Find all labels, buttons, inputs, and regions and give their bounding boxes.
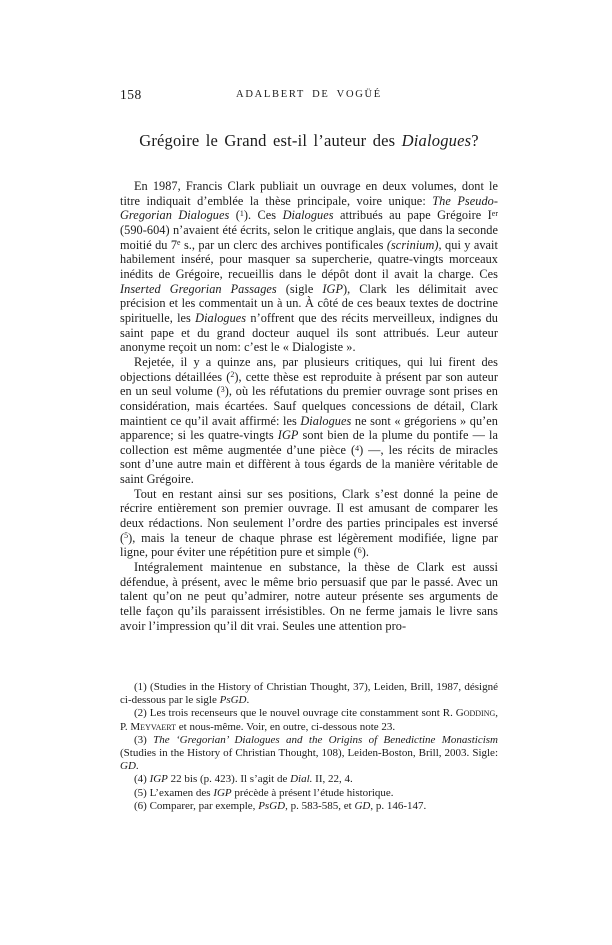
paragraph-1: En 1987, Francis Clark publiait un ouvrage en deux volumes, dont le titre indiquait d’emblée la thèse principale, voire unique: The Pseudo-Gregorian Dialogues ($^1$). Ces Dialogues attribués au pape Grégoire Ier (590-604) n’avaient été écrits, selon le critique anglais, que dans la seconde moitié du 7e s., par un clerc des archives pontificales (scrinium), qui y avait habilement inséré, pour masquer sa supercherie, quatre-vingts morceaux inédits de Grégoire, recueillis dans le dépôt dont il avait la charge. Ces Inserted Gregorian Passages (sigle IGP), Clark les délimitait avec précision et les commentait un à un. À côté de ces beaux textes de doctrine spirituelle, les Dialogues n’offrent que des récits merveilleux, indignes du saint pape et du grand docteur auquel ils sont attribués. Leur auteur anonyme reçoit un nom: c’est le « Dialogiste ». bbox=[120, 179, 499, 355]
page-number: 158 bbox=[120, 87, 142, 102]
footnote-4: (4) IGP 22 bis (p. 423). Il s’agit de Dial. II, 22, 4. bbox=[134, 773, 353, 786]
paragraph-3: Tout en restant ainsi sur ses positions, Clark s’est donné la peine de récrire entièrement son premier ouvrage. Il est amusant de comparer les deux rédactions. Non seulement l’ordre des parties principales est inversé ($^5$), mais la teneur de chaque phrase est légèrement modifiée, ligne par ligne, pour éviter une répétition pure et simple ($^6$). bbox=[120, 486, 498, 560]
page-header bbox=[120, 87, 498, 103]
footnote-6: (6) Comparer, par exemple, PsGD, p. 583-585, et GD, p. 146-147. bbox=[134, 799, 427, 812]
running-head-author: ADALBERT DE VOGÜÉ bbox=[236, 89, 382, 100]
footnote-5: (5) L’examen des IGP précède à présent l’étude historique. bbox=[134, 786, 394, 799]
paragraph-4: Intégralement maintenue en substance, la thèse de Clark est aussi défendue, à présent, avec le même brio persuasif que par le passé. Avec un talent qu’on ne peut qu’admirer, notre auteur présente ses arguments de telle façon qu’ils paraissent irrésistibles. On ne ferme jamais le livre sans avoir l’impression qu’il dit vrai. Seules une attention pro- bbox=[120, 560, 498, 633]
article-body bbox=[120, 179, 498, 633]
footnotes-block bbox=[120, 681, 498, 813]
footnote-1: (1) (Studies in the History of Christian Thought, 37), Leiden, Brill, 1987, désigné ci-dessous par le sigle PsGD. bbox=[120, 681, 498, 707]
article-title: Grégoire le Grand est-il l’auteur des Dialogues? bbox=[139, 131, 479, 150]
footnote-2: (2) Les trois recenseurs que le nouvel ouvrage cite constamment sont R. Godding, P. Meyvaert et nous-même. Voir, en outre, ci-dessous note 23. bbox=[120, 707, 498, 733]
paragraph-2: Rejetée, il y a quinze ans, par plusieurs critiques, qui lui firent des objections détaillées ($^2$), cette thèse est reproduite à présent par son auteur en un seul volume ($^3$), où les réfutations du premier ouvrage sont prises en considération, mais écartées. Sauf quelques concessions de détail, Clark maintient ce qu’il avait affirmé: les Dialogues ne sont « grégoriens » qu’en apparence; si les quatre-vingts IGP sont bien de la plume du pontife — la collection est même augmentée d’une pièce ($^4$) —, les récits de miracles sont d’une autre main et diffèrent à tous égards de la manière véritable de saint Grégoire. bbox=[120, 354, 498, 487]
footnote-3: (3) The ‘Gregorian’ Dialogues and the Origins of Benedictine Monasticism (Studies in the History of Christian Thought, 108), Leiden-Boston, Brill, 2003. Sigle: GD. bbox=[120, 733, 498, 773]
